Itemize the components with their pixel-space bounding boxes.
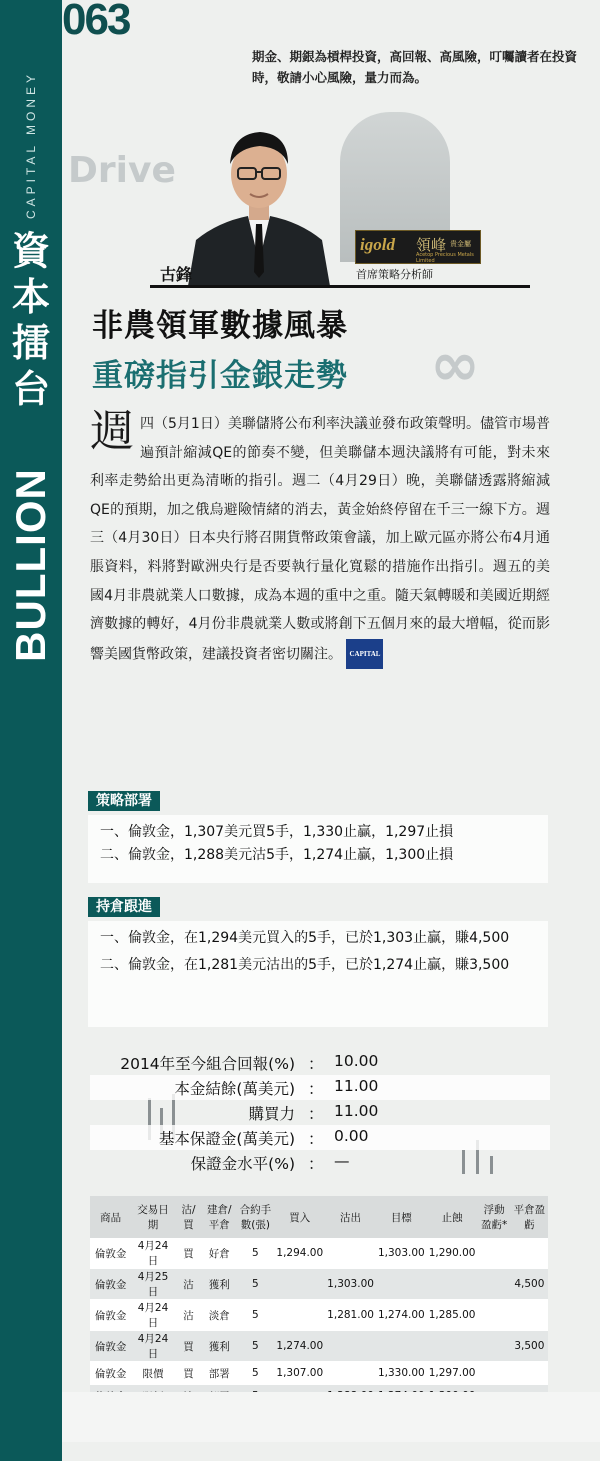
page-number: 063 [62,0,130,44]
table-cell: 部署 [202,1362,236,1385]
table-cell [477,1238,510,1269]
table-cell: 1,330.00 [376,1362,427,1385]
positions-table [90,1196,548,1408]
stat-label: 2014年至今組合回報(%) [120,1055,295,1073]
stat-colon: ： [308,1080,324,1098]
table-cell: 1,303.00 [325,1269,376,1300]
table-header: 建倉/平倉 [202,1196,236,1238]
disclaimer-text: 期金、期銀為槓桿投資，高回報、高風險，叮囑讀者在投資時，敬請小心風險，量力而為。 [252,49,578,85]
table-cell [477,1300,510,1331]
table-cell [511,1300,548,1331]
stat-value: 11.00 [334,1077,379,1095]
strategy-box [88,815,548,883]
table-cell: 4月25日 [131,1269,174,1300]
table-header: 沽/買 [175,1196,203,1238]
table-cell: 倫敦金 [90,1300,131,1331]
table-cell [376,1331,427,1362]
table-cell: 1,303.00 [376,1238,427,1269]
stat-row [90,1100,550,1125]
table-cell: 1,290.00 [427,1238,478,1269]
article-body [90,406,550,669]
table-cell [511,1238,548,1269]
table-cell: 淡倉 [202,1300,236,1331]
stat-row [90,1050,550,1075]
author-role: 首席策略分析師 [356,268,433,281]
table-cell: 獲利 [202,1269,236,1300]
stat-value: 10.00 [334,1052,379,1070]
position-line: 二、倫敦金，在1,281美元沽出的5手，已於1,274止贏，賺3,500 [100,957,510,973]
table-cell: 倫敦金 [90,1238,131,1269]
table-cell: 1,294.00 [274,1238,325,1269]
sidebar-title-en: BULLION [7,468,54,662]
article-title-line1: 非農領軍數據風暴 [92,308,348,344]
table-cell: 倫敦金 [90,1362,131,1385]
drop-cap: 週 [90,406,134,457]
position-line: 一、倫敦金，在1,294美元買入的5手，已於1,303止贏，賺4,500 [100,930,510,946]
table-cell: 1,274.00 [274,1331,325,1362]
background-text-decoration: ∞ [430,330,480,400]
stat-value: — [334,1152,350,1170]
sidebar [0,0,62,1461]
stat-colon: ： [308,1105,324,1123]
table-cell: 1,281.00 [325,1300,376,1331]
table-cell [427,1269,478,1300]
table-cell: 沽 [175,1269,203,1300]
table-cell: 倫敦金 [90,1269,131,1300]
table-cell: 3,500 [511,1331,548,1362]
table-cell: 5 [236,1269,274,1300]
table-cell [274,1300,325,1331]
positions-label: 持倉跟進 [88,897,160,917]
table-cell: 買 [175,1238,203,1269]
table-row [90,1300,548,1331]
table-cell [376,1269,427,1300]
stat-label: 購買力 [248,1105,295,1123]
article-body-text: 四（5月1日）美聯儲將公布利率決議並發布政策聲明。儘管市場普遍預計縮減QE的節奏不變，但美聯儲本週決議將有可能，對未來利率走勢給出更為清晰的指引。週二（4月29日）晚，美聯儲透露將縮減QE的預期，加之俄烏避險情緒的消去，黃金始終停留在千三一線下方。週三（4月30日）日本央行將召開貨幣政策會議，加上歐元區亦將公布4月通脹資料，料將對歐洲央行是否要執行量化寬鬆的措施作出指引。週五的美國4月非農就業人口數據，成為本週的重中之重。隨天氣轉暖和美國近期經濟數據的轉好，4月份非農就業人數或將創下五個月來的最大增幅，從而影響美國貨幣政策，建議投資者密切關注。 [90,416,550,663]
table-cell: 4月24日 [131,1300,174,1331]
table-cell [274,1269,325,1300]
table-cell: 1,297.00 [427,1362,478,1385]
table-cell: 5 [236,1362,274,1385]
capital-end-tag: CAPITAL [346,639,383,670]
table-cell [325,1331,376,1362]
stat-colon: ： [308,1055,324,1073]
table-cell [325,1362,376,1385]
strategy-label: 策略部署 [88,791,160,811]
sidebar-caption: CAPITAL MONEY [24,70,38,220]
table-cell: 4,500 [511,1269,548,1300]
table-cell [511,1362,548,1385]
table-header: 商品 [90,1196,131,1238]
table-header: 買入 [274,1196,325,1238]
footer-strip [62,1392,600,1442]
table-cell: 4月24日 [131,1331,174,1362]
stat-value: 11.00 [334,1102,379,1120]
table-header: 目標 [376,1196,427,1238]
stat-label: 保證金水平(%) [190,1155,295,1173]
stat-colon: ： [308,1130,324,1148]
stat-row [90,1125,550,1150]
table-header: 浮動盈虧* [477,1196,510,1238]
article-title-line2: 重磅指引金銀走勢 [92,358,348,394]
table-cell: 1,307.00 [274,1362,325,1385]
table-row [90,1238,548,1269]
table-cell: 1,274.00 [376,1300,427,1331]
sidebar-title-zh: 資 本 擂 台 [11,229,50,411]
igold-logo: igold 領峰 貴金屬 Acetop Precious Metals Limited [355,230,481,264]
table-header: 合約手數(張) [236,1196,274,1238]
stat-label: 本金結餘(萬美元) [174,1080,295,1098]
table-row [90,1269,548,1300]
strategy-line: 一、倫敦金，1,307美元買5手，1,330止贏，1,297止損 [100,824,454,840]
table-cell [477,1362,510,1385]
table-header: 平倉盈虧 [511,1196,548,1238]
table-cell [427,1331,478,1362]
author-photo [178,112,340,286]
table-cell: 獲利 [202,1331,236,1362]
stat-row [90,1075,550,1100]
stat-value: 0.00 [334,1127,369,1145]
table-row [90,1362,548,1385]
table-cell: 沽 [175,1300,203,1331]
table-cell: 5 [236,1238,274,1269]
table-cell: 5 [236,1300,274,1331]
table-cell: 買 [175,1362,203,1385]
table-cell [477,1331,510,1362]
table-cell [477,1269,510,1300]
table-header: 交易日期 [131,1196,174,1238]
author-name: 古鋒 [160,265,193,284]
stat-row [90,1150,550,1175]
author-divider [150,285,530,288]
table-cell: 倫敦金 [90,1331,131,1362]
stat-label: 基本保證金(萬美元) [158,1130,295,1148]
positions-box [88,921,548,1027]
table-body [90,1238,548,1408]
table-cell: 5 [236,1331,274,1362]
strategy-line: 二、倫敦金，1,288美元沽5手，1,274止贏，1,300止損 [100,847,454,863]
table-cell: 1,285.00 [427,1300,478,1331]
table-cell [325,1238,376,1269]
table-header-row [90,1196,548,1238]
table-cell: 買 [175,1331,203,1362]
table-header: 沽出 [325,1196,376,1238]
table-cell: 好倉 [202,1238,236,1269]
portfolio-stats [90,1050,550,1175]
table-row [90,1331,548,1362]
table-cell: 限價 [131,1362,174,1385]
table-header: 止蝕 [427,1196,478,1238]
background-text-decoration: Drive [68,150,176,191]
table-cell: 4月24日 [131,1238,174,1269]
stat-colon: ： [308,1155,324,1173]
